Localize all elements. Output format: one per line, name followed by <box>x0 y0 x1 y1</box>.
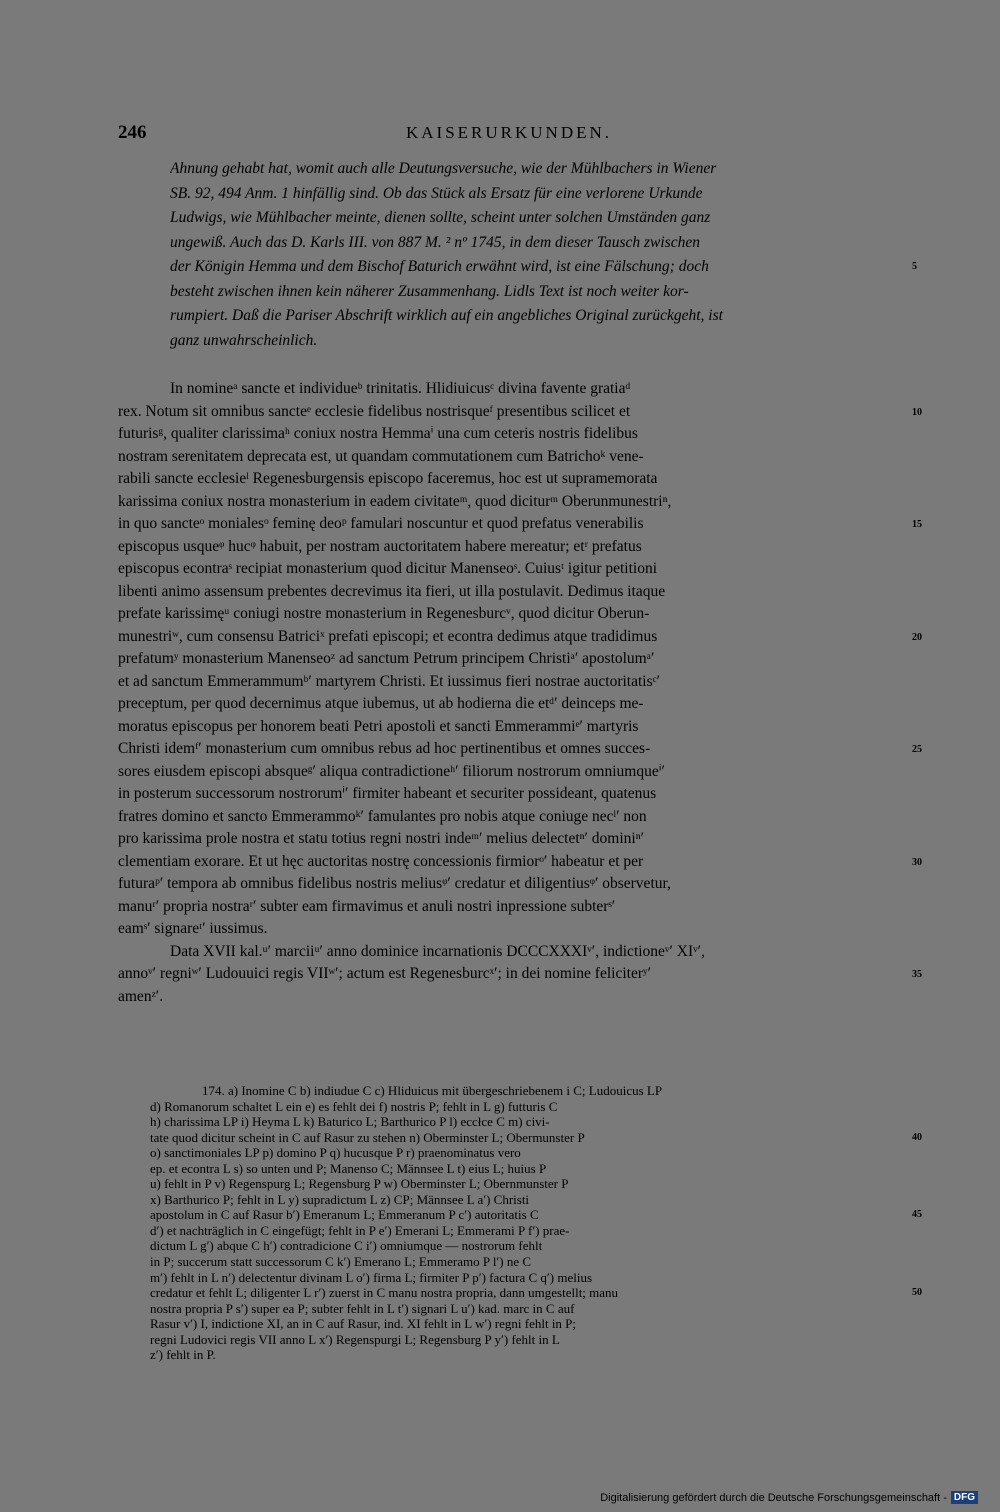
footnote-line: x) Barthurico P; fehlt in L y) supradictum L z) CP; Männsee L a′) Christi <box>150 1191 530 1207</box>
charter-line: in posterum successorum nostrorumⁱ′ firmiter habeant et securiter possideant, quatenus <box>118 785 657 802</box>
charter-line: fratres domino et sancto Emmerammoᵏ′ famulantes pro nobis atque coniuge necˡ′ non <box>118 807 647 825</box>
footnote-line: m′) fehlt in L n′) delectentur divinam L o′) firma L; firmiter P p′) factura C q′) melius <box>150 1269 592 1285</box>
charter-line: prefatumʸ monasterium Manenseoᶻ ad sanctum Petrum principem Christiᵃ′ apostolumᵃ′ <box>118 650 655 667</box>
footnote-line: ep. et econtra L s) so unten und P; Manenso C; Männsee L t) eius L; huius P <box>150 1160 547 1176</box>
line-number: 10 <box>912 406 922 418</box>
footnote-line: Rasur v′) I, indictione XI, an in C auf Rasur, ind. XI fehlt in L w′) regni fehlt in P; <box>150 1316 577 1332</box>
running-title: KAISERURKUNDEN. <box>405 123 613 142</box>
line-number: 45 <box>912 1209 922 1221</box>
charter-line: episcopus econtraˢ recipiat monasterium quod dicitur Manenseoˢ. Cuiusᵗ igitur petitioni <box>118 560 658 577</box>
charter-line: futurisᵍ, qualiter clarissimaʰ coniux nostra Hemmaⁱ una cum ceteris nostris fidelibus <box>118 425 638 442</box>
line-number: 25 <box>912 744 922 755</box>
footnote-line: z′) fehlt in P. <box>150 1347 216 1363</box>
charter-line: episcopus usqueᵠ hucᵠ habuit, per nostram auctoritatem habere mereatur; etʳ prefatus <box>118 537 642 555</box>
intro-line: SB. 92, 494 Anm. 1 hinfällig sind. Ob das Stück als Ersatz für eine verlorene Urkunde <box>170 184 703 202</box>
charter-text <box>118 378 902 1008</box>
intro-line: besteht zwischen ihnen kein näherer Zusammenhang. Lidls Text ist noch weiter kor- <box>170 282 689 300</box>
intro-commentary <box>170 157 902 353</box>
charter-line: nostram serenitatem deprecata est, ut quandam commutationem cum Batrichoᵏ vene- <box>118 447 644 465</box>
charter-line: moratus episcopus per honorem beati Petri apostoli et sancti Emmerammiᵉ′ martyris <box>118 717 639 735</box>
charter-line: pro karissima prole nostra et statu totius regni nostri indeᵐ′ melius delectetⁿ′ dominiⁿ′ <box>118 830 644 847</box>
line-number: 20 <box>912 631 922 643</box>
charter-line: Data XVII kal.ᵘ′ marciiᵘ′ anno dominice incarnationis DCCCXXXIᵛ′, indictioneᵛ′ XIᵛ′, <box>170 942 705 960</box>
charter-line: annoᵛ′ regniʷ′ Ludouuici regis VIIʷ′; actum est Regenesburcˣ′; in dei nomine feliciterʸ′ <box>118 965 651 982</box>
line-number: 15 <box>912 519 922 530</box>
charter-line: Christi idemᶠ′ monasterium cum omnibus rebus ad hoc pertinentibus et omnes succes- <box>118 740 651 757</box>
line-number: 35 <box>912 969 922 980</box>
footnote-line: o) sanctimoniales LP p) domino P q) hucusque P r) praenominatus vero <box>150 1145 521 1161</box>
charter-line: rabili sancte ecclesieˡ Regenesburgensis episcopo faceremus, hoc est ut supramemorata <box>118 470 658 487</box>
page-number: 246 <box>118 122 147 143</box>
charter-line: libenti animo assensum prebentes decrevimus ita fieri, ut illa postulavit. Dedimus itaque <box>118 582 666 600</box>
footer-text: Digitalisierung gefördert durch die Deutsche Forschungsgemeinschaft - <box>600 1491 947 1504</box>
intro-line: Ludwigs, wie Mühlbacher meinte, dienen sollte, scheint unter solchen Umständen ganz <box>170 209 711 226</box>
footnote-line: u) fehlt in P v) Regenspurg L; Regensburg P w) Oberminster L; Obernmunster P <box>150 1176 569 1192</box>
footnote-line: d′) et nachträglich in C eingefügt; fehlt in P e′) Emerani L; Emmerami P f′) prae- <box>150 1222 570 1238</box>
charter-line: clementiam exorare. Et ut hęc auctoritas nostrę concessionis firmiorᵒ′ habeatur et per <box>118 852 644 870</box>
footnote-line: in P; succerum statt successorum C k′) Emerano L; Emmeramo P l′) ne C <box>150 1254 532 1270</box>
charter-line: preceptum, per quod decernimus atque iubemus, ut ab hodierna die etᵈ′ deinceps me- <box>118 695 644 712</box>
intro-line: Ahnung gehabt hat, womit auch alle Deutungsversuche, wie der Mühlbachers in Wiener <box>170 160 717 177</box>
intro-line: ganz unwahrscheinlich. <box>170 331 318 349</box>
intro-line: ungewiß. Auch das D. Karls III. von 887 M. ² nº 1745, in dem dieser Tausch zwischen <box>170 233 700 251</box>
footnote-line: dictum L g′) abque C h′) contradicione C i′) omniumque — nostrorum fehlt <box>150 1238 543 1254</box>
line-number: 5 <box>912 261 917 272</box>
footnote-line: 174. a) Inomine C b) indiudue C c) Hliduicus mit übergeschriebenem i C; Ludouicus LP <box>202 1083 663 1098</box>
footnote-line: nostra propria P s′) super ea P; subter fehlt in L t′) signari L u′) kad. marc in C auf <box>150 1300 575 1316</box>
digitization-footer <box>600 1491 978 1504</box>
charter-line: rex. Notum sit omnibus sancteᵉ ecclesie fidelibus nostrisqueᶠ presentibus scilicet et <box>118 402 631 420</box>
line-number: 40 <box>912 1131 922 1143</box>
footnote-line: tate quod dicitur scheint in C auf Rasur zu stehen n) Oberminster L; Obermunster P <box>150 1129 585 1145</box>
charter-line: amenᶻ′. <box>118 987 164 1005</box>
intro-line: der Königin Hemma und dem Bischof Baturich erwähnt wird, ist eine Fälschung; doch <box>170 258 709 275</box>
charter-line: In nomineᵃ sancte et individueᵇ trinitatis. Hlidiuicusᶜ divina favente gratiaᵈ <box>170 380 631 397</box>
line-number: 30 <box>912 856 922 868</box>
charter-line: in quo sancteᵒ monialesᵒ feminę deoᵖ famulari noscuntur et quod prefatus venerabilis <box>118 515 644 532</box>
footnotes <box>150 1083 902 1363</box>
charter-line: karissima coniux nostra monasterium in eadem civitateᵐ, quod diciturᵐ Oberunmunestriⁿ, <box>118 492 672 510</box>
footnote-line: h) charissima LP i) Heyma L k) Baturico L; Barthurico P l) eccłce C m) civi- <box>150 1114 550 1130</box>
charter-line: prefate karissimęᵘ coniugi nostre monasterium in Regenesburcᵛ, quod dicitur Oberun- <box>118 605 650 622</box>
line-number: 50 <box>912 1287 922 1299</box>
charter-line: et ad sanctum Emmerammumᵇ′ martyrem Christi. Et iussimus fieri nostrae auctoritatisᶜ′ <box>118 672 660 690</box>
footnote-line: credatur et fehlt L; diligenter L r′) zuerst in C manu nostra propria, dann umgestellt; manu <box>150 1285 619 1301</box>
charter-line: manuʳ′ propria nostraʳ′ subter eam firmavimus et anuli nostri inpressione subterˢ′ <box>118 897 616 915</box>
charter-line: munestriʷ, cum consensu Batriciˣ prefati episcopi; et econtra dedimus atque tradidimus <box>118 627 658 645</box>
intro-line: rumpiert. Daß die Pariser Abschrift wirklich auf ein angebliches Original zurückgeht, ist <box>170 307 723 324</box>
charter-line: sores eiusdem episcopi absqueᵍ′ aliqua contradictioneʰ′ filiorum nostrorum omniumqueⁱ′ <box>118 762 665 780</box>
charter-line: futuraᵖ′ tempora ab omnibus fidelibus nostris meliusᵠ′ credatur et diligentiusᵠ′ observetur, <box>118 875 671 892</box>
footnote-line: regni Ludovici regis VII anno L x′) Regenspurgi L; Regensburg P y′) fehlt in L <box>150 1331 560 1347</box>
dfg-logo: DFG <box>951 1491 978 1504</box>
footnote-line: d) Romanorum schaltet L ein e) es fehlt dei f) nostris P; fehlt in L g) futturis C <box>150 1098 558 1114</box>
page-header <box>118 122 900 150</box>
footnote-line: apostolum in C auf Rasur b′) Emeranum L; Emmeranum P c′) autoritatis C <box>150 1207 539 1223</box>
charter-line: eamˢ′ signareᵗ′ iussimus. <box>118 920 268 937</box>
